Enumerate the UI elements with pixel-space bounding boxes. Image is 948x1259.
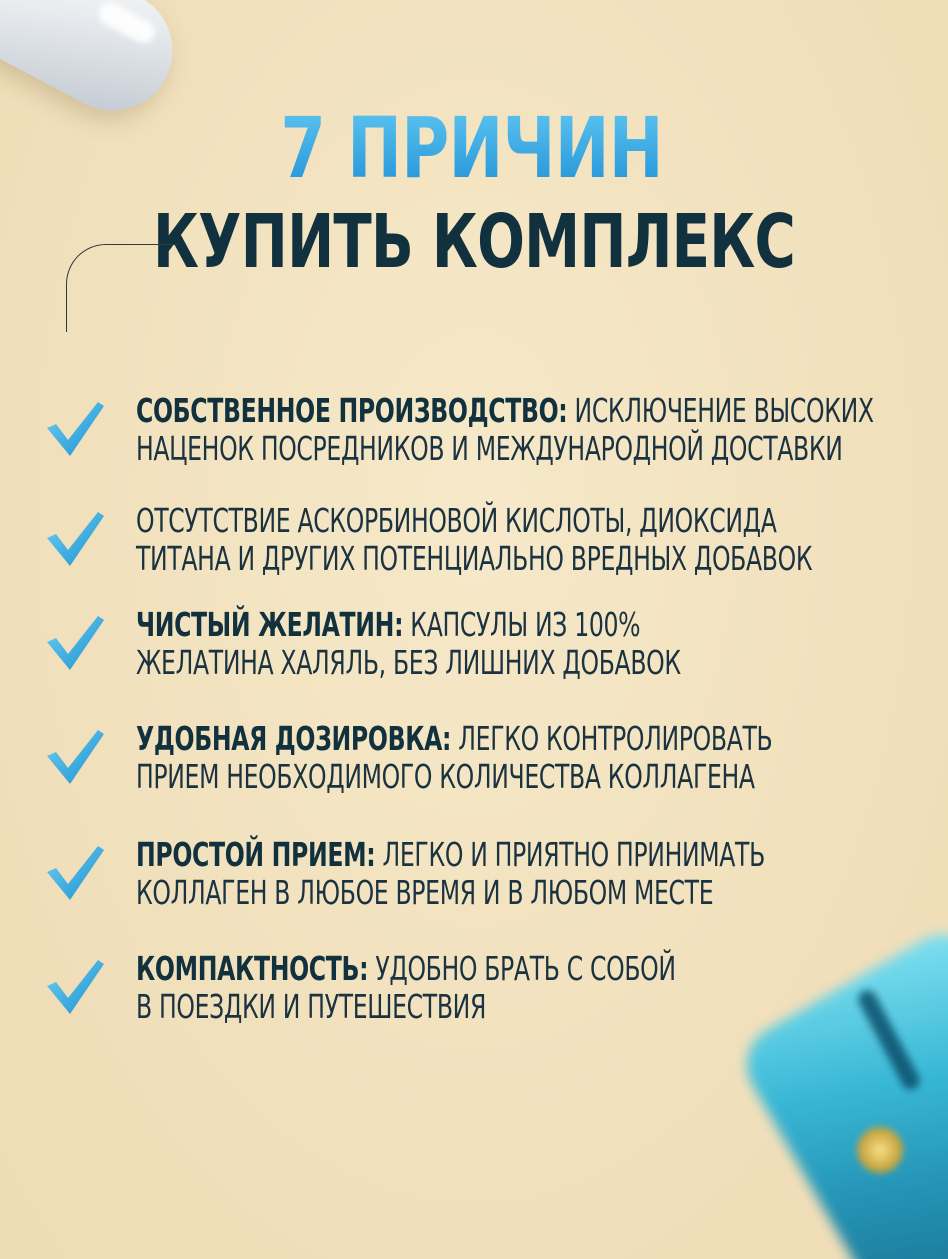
list-item — [44, 720, 934, 820]
list-item-rest: ЛЕГКО КОНТРОЛИРОВАТЬ — [451, 719, 773, 758]
list-item-line-1 — [136, 502, 858, 540]
list-item — [44, 606, 934, 706]
list-item-line-2: КОЛЛАГЕН В ЛЮБОЕ ВРЕМЯ И В ЛЮБОМ МЕСТЕ — [136, 873, 714, 912]
list-item — [44, 392, 934, 492]
list-item-line-1 — [136, 606, 858, 644]
heading-line-2: КУПИТЬ КОМПЛЕКС — [152, 199, 796, 285]
list-item-lead: УДОБНАЯ ДОЗИРОВКА: — [136, 719, 452, 758]
list-item-lead: ЧИСТЫЙ ЖЕЛАТИН: — [136, 605, 404, 644]
list-item-rest: КАПСУЛЫ ИЗ 100% — [403, 605, 641, 644]
list-item-text — [136, 502, 858, 578]
list-item-text — [136, 836, 858, 912]
list-item-line-1 — [136, 720, 858, 758]
list-item — [44, 950, 934, 1050]
list-item-text — [136, 950, 858, 1026]
list-item-rest: ЛЕГКО И ПРИЯТНО ПРИНИМАТЬ — [375, 835, 765, 874]
list-item-line-2: ТИТАНА И ДРУГИХ ПОТЕНЦИАЛЬНО ВРЕДНЫХ ДОБАВОК — [136, 539, 813, 578]
check-icon — [44, 842, 106, 904]
check-icon — [44, 508, 106, 570]
list-item-text — [136, 606, 858, 682]
list-item-lead: ПРОСТОЙ ПРИЕМ: — [136, 835, 376, 874]
check-icon — [44, 398, 106, 460]
list-item-line-2: В ПОЕЗДКИ И ПУТЕШЕСТВИЯ — [136, 987, 487, 1026]
list-item-line-2: ПРИЕМ НЕОБХОДИМОГО КОЛИЧЕСТВА КОЛЛАГЕНА — [136, 757, 755, 796]
check-icon — [44, 726, 106, 788]
list-item-line-1 — [136, 836, 858, 874]
list-item-lead: СОБСТВЕННОЕ ПРОИЗВОДСТВО: — [136, 391, 568, 430]
list-item — [44, 836, 934, 936]
check-icon — [44, 612, 106, 674]
list-item-line-2: НАЦЕНОК ПОСРЕДНИКОВ И МЕЖДУНАРОДНОЙ ДОСТАВКИ — [136, 429, 843, 468]
list-item-line-2: ЖЕЛАТИНА ХАЛЯЛЬ, БЕЗ ЛИШНИХ ДОБАВОК — [136, 643, 681, 682]
check-icon — [44, 956, 106, 1018]
list-item-text — [136, 720, 858, 796]
list-item — [44, 502, 934, 602]
list-item-line-1 — [136, 950, 858, 988]
list-item-rest: УДОБНО БРАТЬ С СОБОЙ — [368, 949, 676, 988]
list-item-lead: КОМПАКТНОСТЬ: — [136, 949, 369, 988]
list-item-rest: ОТСУТСТВИЕ АСКОРБИНОВОЙ КИСЛОТЫ, ДИОКСИДА — [136, 501, 777, 540]
list-item-line-1 — [136, 391, 874, 430]
list-item-rest: ИСКЛЮЧЕНИЕ ВЫСОКИХ — [567, 391, 874, 430]
heading-line-1: 7 ПРИЧИН — [102, 98, 841, 198]
list-item-text — [136, 391, 874, 468]
